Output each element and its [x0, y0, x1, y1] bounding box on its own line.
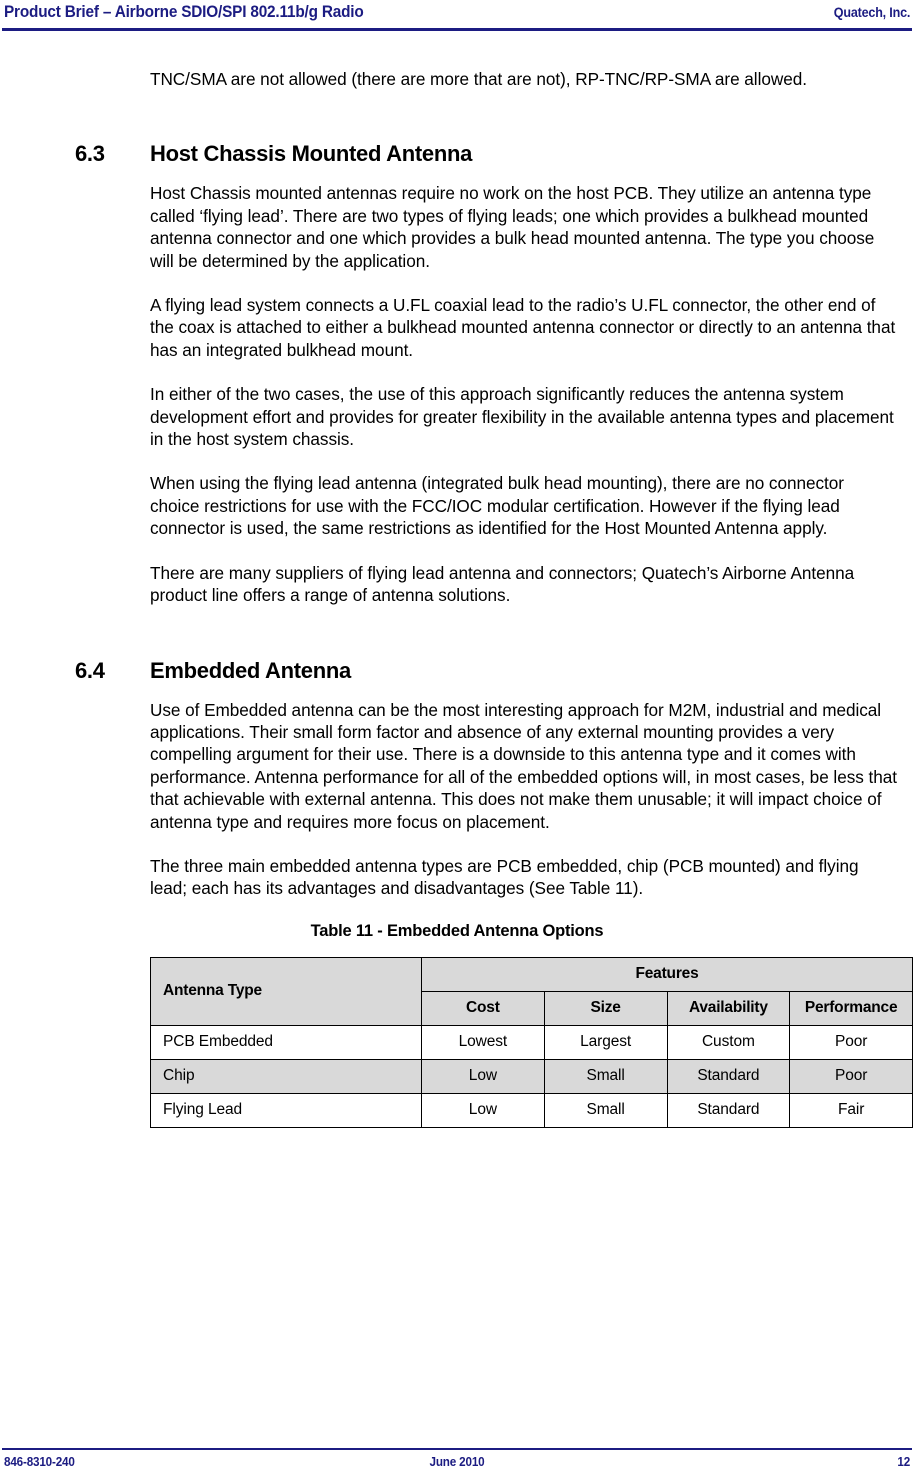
table-row — [151, 1059, 913, 1093]
spacer — [0, 112, 914, 140]
column-group-header-features: Features — [422, 957, 913, 991]
cell-size: Small — [544, 1093, 667, 1127]
paragraph: Host Chassis mounted antennas require no work on the host PCB. They utilize an antenna type called ‘flying lead’. There are two types of flying leads; one which provides a bulkhead mounted antenna connector and one which provides a bulk head mounted antenna. The type you choose will be determined by the application. — [150, 183, 875, 271]
section-number: 6.3 — [75, 141, 105, 167]
section-heading-6-4 — [75, 657, 905, 685]
cell-performance: Poor — [790, 1059, 913, 1093]
table-caption: Table 11 - Embedded Antenna Options — [310, 921, 604, 940]
column-header-availability: Availability — [667, 991, 790, 1025]
header-company-name: Quatech, Inc. — [833, 5, 910, 20]
section-title: Host Chassis Mounted Antenna — [150, 141, 473, 167]
page-content — [0, 68, 914, 1128]
table-row — [151, 1093, 913, 1127]
cell-antenna-type: PCB Embedded — [151, 1025, 422, 1059]
footer-page-number: 12 — [897, 1454, 910, 1469]
spacer — [0, 629, 914, 657]
table-head — [151, 957, 913, 1025]
cell-availability: Standard — [667, 1093, 790, 1127]
column-header-cost: Cost — [422, 991, 545, 1025]
cell-antenna-type: Chip — [151, 1059, 422, 1093]
cell-availability: Standard — [667, 1059, 790, 1093]
intro-paragraph: TNC/SMA are not allowed (there are more that are not), RP-TNC/RP-SMA are allowed. — [150, 69, 807, 89]
cell-cost: Low — [422, 1059, 545, 1093]
cell-performance: Fair — [790, 1093, 913, 1127]
table-caption-wrapper — [0, 922, 914, 941]
spacer — [0, 168, 914, 182]
footer-document-number: 846-8310-240 — [4, 1454, 75, 1469]
section-heading-6-3 — [75, 140, 905, 168]
header-document-title: Product Brief – Airborne SDIO/SPI 802.11b/g Radio — [4, 3, 364, 21]
page-footer — [0, 1454, 914, 1478]
section-number: 6.4 — [75, 657, 105, 683]
cell-performance: Poor — [790, 1025, 913, 1059]
column-header-size: Size — [544, 991, 667, 1025]
table-body — [151, 1025, 913, 1127]
paragraph: A flying lead system connects a U.FL coaxial lead to the radio’s U.FL connector, the other end of the coax is attached to either a bulkhead mounted antenna connector or directly to an antenna that has an integrated bulkhead mount. — [150, 295, 896, 360]
cell-size: Largest — [544, 1025, 667, 1059]
cell-antenna-type: Flying Lead — [151, 1093, 422, 1127]
cell-availability: Custom — [667, 1025, 790, 1059]
table-header-row-group — [151, 957, 913, 991]
footer-divider-rule — [2, 1448, 912, 1450]
paragraph: There are many suppliers of flying lead antenna and connectors; Quatech’s Airborne Antenna product line offers a range of antenna solutions. — [150, 562, 855, 606]
paragraph: When using the flying lead antenna (integrated bulk head mounting), there are no connector choice restrictions for use with the FCC/IOC modular certification. However if the flying lead connector is used, the same restrictions as identified for the Host Mounted Antenna apply. — [150, 473, 844, 539]
embedded-antenna-options-table — [150, 957, 913, 1128]
paragraph: The three main embedded antenna types are PCB embedded, chip (PCB mounted) and flying lead; each has its advantages and disadvantages (See Table 11). — [150, 855, 859, 899]
table-row — [151, 1025, 913, 1059]
paragraph: In either of the two cases, the use of this approach significantly reduces the antenna system development effort and provides for greater flexibility in the available antenna types and placement in the host system chassis. — [150, 384, 894, 450]
header-divider-rule — [2, 28, 912, 31]
column-header-performance: Performance — [790, 991, 913, 1025]
footer-date: June 2010 — [429, 1454, 485, 1469]
cell-cost: Lowest — [422, 1025, 545, 1059]
section-title: Embedded Antenna — [150, 657, 351, 683]
spacer — [0, 685, 914, 699]
cell-cost: Low — [422, 1093, 545, 1127]
paragraph: Use of Embedded antenna can be the most interesting approach for M2M, industrial and medical applications. Their small form factor and absence of any external mounting provides a very compelling argument for their use. There is a downside to this antenna type and it comes with performance. Antenna performance for all of the embedded options will, in most cases, be less that that achievable with external antenna. This does not make them unusable; it will impact choice of antenna type and requires more focus on placement. — [150, 699, 897, 832]
cell-size: Small — [544, 1059, 667, 1093]
column-header-antenna-type: Antenna Type — [151, 957, 422, 1025]
